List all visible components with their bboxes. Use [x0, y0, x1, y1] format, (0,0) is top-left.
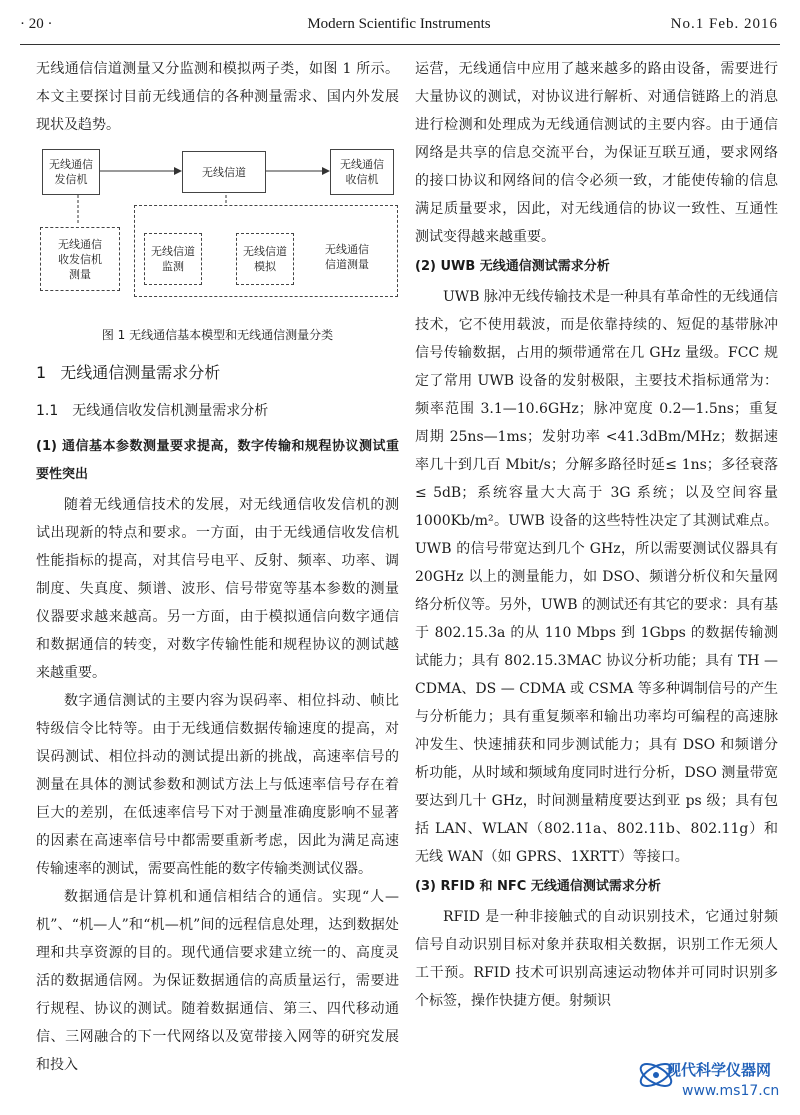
issue-info: No.1 Feb. 2016 [670, 16, 778, 32]
transceiver-measure-box [40, 227, 120, 291]
item-2-heading: (2) UWB 无线通信测试需求分析 [415, 259, 610, 274]
monitor-label: 无线信道 监测 [151, 245, 195, 273]
receiver-label: 无线通信 收信机 [340, 158, 384, 186]
section-1-heading [36, 359, 399, 387]
transceiver-measure-label: 无线通信 收发信机 测量 [58, 237, 102, 281]
watermark-title: 现代科学仪器网 [666, 1061, 772, 1079]
transmitter-box [42, 149, 100, 195]
item-1-heading: (1) 通信基本参数测量要求提高，数字传输和规程协议测试重要性突出 [36, 439, 399, 482]
channel-box [182, 151, 266, 193]
channel-measure-box [304, 237, 390, 277]
paragraph-3: 数据通信是计算机和通信相结合的通信。实现“人—机”、“机—人”和“机—机”间的远程信息处理，达到数据处理和共享资源的目的。现代通信要求建立统一的、高度灵活的数据通信网。为保证数据通信的高质量运行，需要进行规程、协议的测试。随着数据通信、第三、四代移动通信、三网融合的下一代网络以及宽带接入网等的研究发展和投入 [36, 889, 399, 1073]
intro-paragraph: 无线通信信道测量又分监测和模拟两子类，如图 1 所示。本文主要探讨目前无线通信的各种测量需求、国内外发展现状及趋势。 [36, 61, 399, 133]
item-3-heading: (3) RFID 和 NFC 无线通信测试需求分析 [415, 879, 661, 894]
channel-measure-label: 无线通信 信道测量 [325, 243, 369, 271]
section-title: 无线通信测量需求分析 [60, 363, 221, 382]
paragraph-4: 运营，无线通信中应用了越来越多的路由设备，需要进行大量协议的测试，对协议进行解析、对通信链路上的消息进行检测和处理成为无线通信测试的主要内容。由于通信网络是共享的信息交流平台，为保证互联互通，要求网络的接口协议和网络间的信令必须一致，才能使传输的信息满足质量要求，因此，对无线通信的协议一致性、互通性测试变得越来越重要。 [415, 61, 778, 245]
simulate-label: 无线信道 模拟 [243, 245, 287, 273]
section-number: 1 [36, 363, 47, 382]
header-rule [20, 44, 780, 45]
page-number: · 20 · [20, 16, 53, 32]
monitor-box [144, 233, 202, 285]
paragraph-6: RFID 是一种非接触式的自动识别技术，它通过射频信号自动识别目标对象并获取相关数据，识别工作无须人工干预。RFID 技术可识别高速运动物体并可同时识别多个标签，操作快捷方便。射频识 [415, 909, 778, 1009]
figure-1 [36, 147, 399, 315]
transmitter-label: 无线通信 发信机 [49, 158, 93, 186]
left-column [36, 55, 399, 1079]
subsection-title: 无线通信收发信机测量需求分析 [72, 403, 269, 419]
receiver-box [330, 149, 394, 195]
paragraph-5: UWB 脉冲无线传输技术是一种具有革命性的无线通信技术，它不使用载波，而是依靠持续的、短促的基带脉冲信号传输数据，占用的频带通常在几 GHz 量级。FCC 规定了常用 UWB 设备的发射极限，主要技术指标通常为：频率范围 3.1—10.6GHz；脉冲宽度 0.2—1.5ns；重复周期 25ns—1ms；发射功率 <41.3dBm/MHz；数据速率几十到几百 Mbit/s；分解多路径时延≤ 1ns；多径衰落≤ 5dB；系统容量大大高于 3G 系统；以及空间容量 1000Kb/m²。UWB 设备的这些特性决定了其测试难点。UWB 的信号带宽达到几个 GHz，所以需要测试仪器具有 20GHz 以上的测量能力，如 DSO、频谱分析仪和矢量网络分析仪等。另外，UWB 的测试还有其它的要求：具有基于 802.15.3a 的从 110 Mbps 到 1Gbps 的数据传输测试能力；具有 802.15.3MAC 协议分析功能；具有 TH — CDMA、DS — CDMA 或 CSMA 等多种调制信号的产生与分析能力；具有重复频率和输出功率均可编程的高速脉冲发生、快速捕获和同步测试能力；具有 DSO 和频谱分析功能，从时域和频域角度同时进行分析，DSO 测量带宽要达到几十 GHz，时间测量精度要达到亚 ps 级；具有包括 LAN、WLAN（802.11a、802.11b、802.11g）和无线 WAN（如 GPRS、1XRTT）等接口。 [415, 289, 778, 865]
paragraph-2: 数字通信测试的主要内容为误码率、相位抖动、帧比特级信令比特等。由于无线通信数据传输速度的提高，对误码测试、相位抖动的测试提出新的挑战，高速率信号的测量在具体的测试参数和测试方法上与低速率信号存在着巨大的差别，在低速率信号下对于测量准确度影响不显著的因素在高速率信号中都需要重新考虑，因此为满足高速传输速率的测试，需要高性能的数字传输类测试仪器。 [36, 693, 399, 877]
site-watermark [636, 1051, 794, 1109]
subsection-number: 1.1 [36, 403, 59, 419]
simulate-box [236, 233, 294, 285]
channel-label: 无线信道 [202, 165, 246, 179]
journal-name: Modern Scientific Instruments [307, 16, 491, 32]
watermark-url: www.ms17.cn [682, 1083, 780, 1099]
right-column [415, 55, 778, 1015]
section-1-1-heading [36, 397, 399, 425]
paragraph-1: 随着无线通信技术的发展，对无线通信收发信机的测试出现新的特点和要求。一方面，由于无线通信收发信机性能指标的提高，对其信号电平、反射、频率、功率、调制度、失真度、频谱、波形、信号带宽等基本参数的测量仪器要求越来越高。另一方面，由于模拟通信向数字通信和数据通信的转变，对数字传输性能和规程协议的测试越来越重要。 [36, 497, 399, 681]
figure-caption: 图 1 无线通信基本模型和无线通信测量分类 [101, 328, 334, 342]
page-header [20, 12, 778, 38]
